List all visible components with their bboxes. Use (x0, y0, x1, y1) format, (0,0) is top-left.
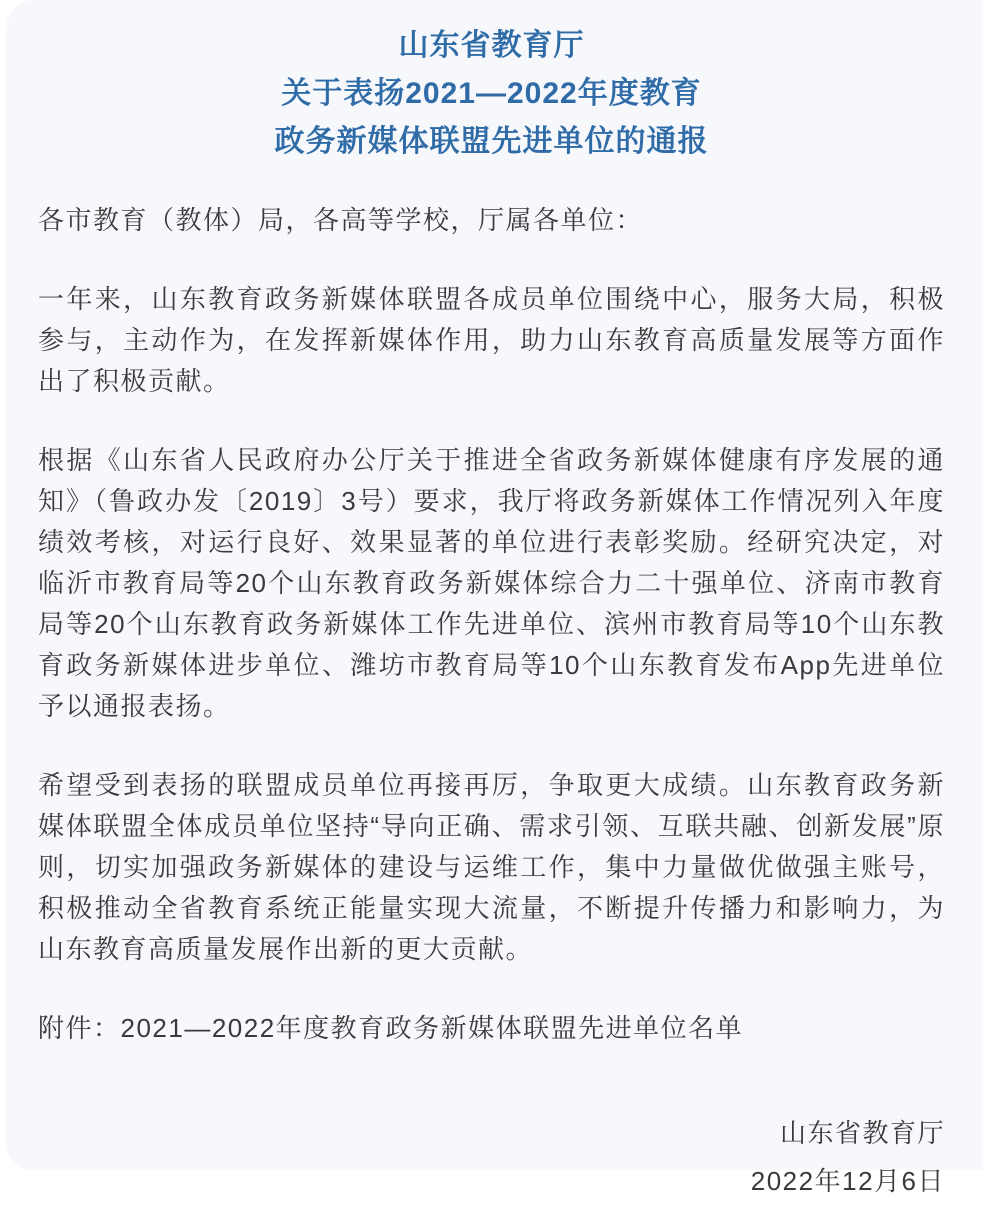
signature-date: 2022年12月6日 (750, 1166, 945, 1196)
body-paragraph-2: 根据《山东省人民政府办公厅关于推进全省政务新媒体健康有序发展的通知》（鲁政办发〔2019〕3号）要求，我厅将政务新媒体工作情况列入年度绩效考核，对运行良好、效果显著的单位进行表彰奖励。经研究决定，对临沂市教育局等20个山东教育政务新媒体综合力二十强单位、济南市教育局等20个山东教育政务新媒体工作先进单位、滨州市教育局等10个山东教育政务新媒体进步单位、潍坊市教育局等10个山东教育发布App先进单位予以通报表扬。 (38, 445, 945, 721)
salutation-line: 各市教育（教体）局，各高等学校，厅属各单位： (38, 205, 644, 235)
notice-title-line-2: 关于表扬2021—2022年度教育 (281, 77, 702, 110)
notice-title-line-1: 山东省教育厅 (398, 29, 585, 62)
body-paragraph-3: 希望受到表扬的联盟成员单位再接再厉，争取更大成绩。山东教育政务新媒体联盟全体成员单位坚持“导向正确、需求引领、互联共融、创新发展”原则，切实加强政务新媒体的建设与运维工作，集中力量做优做强主账号，积极推动全省教育系统正能量实现大流量，不断提升传播力和影响力，为山东教育高质量发展作出新的更大贡献。 (38, 770, 945, 964)
attachment-line: 附件：2021—2022年度教育政务新媒体联盟先进单位名单 (38, 1013, 744, 1043)
notice-panel (6, 0, 983, 1196)
notice-body (38, 200, 945, 1205)
notice-title-line-3: 政务新媒体联盟先进单位的通报 (274, 125, 709, 158)
signature-org: 山东省教育厅 (779, 1118, 945, 1148)
body-paragraph-1: 一年来，山东教育政务新媒体联盟各成员单位围绕中心，服务大局，积极参与，主动作为，在发挥新媒体作用，助力山东教育高质量发展等方面作出了积极贡献。 (38, 284, 945, 396)
signature-block (38, 1109, 945, 1205)
notice-title (38, 22, 945, 166)
